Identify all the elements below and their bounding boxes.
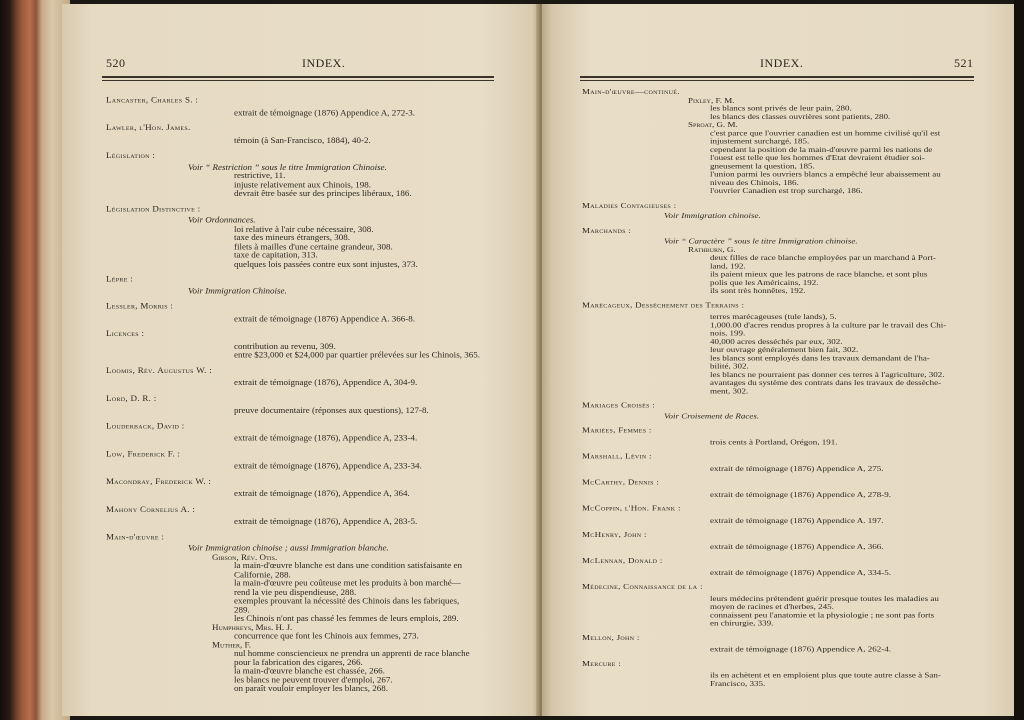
entry-line: moyen de racines et d'herbes, 245.	[710, 601, 834, 611]
entry-line: c'est parce que l'ouvrier canadien est un homme civilisé qu'il est	[710, 128, 941, 138]
index-entry	[106, 330, 501, 360]
entry-heading: Législation Distinctive :	[106, 203, 201, 213]
entry-heading-continued: Main-d'œuvre—continué.	[582, 87, 680, 96]
entry-line: land, 192.	[710, 261, 746, 270]
entry-heading: McHenry, John :	[582, 529, 647, 539]
entry-line: gneusement la question, 185.	[710, 161, 815, 171]
entry-line: extrait de témoignage (1876) Appendice A, 366.	[710, 541, 884, 551]
index-entry	[582, 201, 982, 220]
index-entry	[582, 427, 982, 447]
index-entry	[106, 151, 501, 198]
entry-heading: Lèpre :	[106, 274, 134, 284]
entry-heading: Marchands :	[582, 225, 632, 235]
index-entry	[106, 422, 501, 443]
entry-heading: McCoppin, l'Hon. Frank :	[582, 503, 681, 513]
entry-line: rend la vie peu dispendieuse, 288.	[234, 587, 357, 597]
entry-line: concurrence que font les Chinois aux femmes, 273.	[234, 630, 419, 641]
index-entry	[582, 557, 982, 577]
entry-line: taxe des mineurs étrangers, 308.	[234, 232, 350, 242]
entry-line: filets à mailles d'une certaine grandeur, 308.	[234, 241, 393, 251]
entry-line: les blancs des classes ouvrières sont patients, 280.	[710, 111, 891, 121]
entry-line: polis que les Américains, 192.	[710, 277, 819, 287]
entry-line: nois, 199.	[710, 328, 746, 338]
entry-heading: Main-d'œuvre :	[106, 531, 165, 541]
index-entry	[106, 477, 501, 498]
entry-line: 40,000 acres desséchés par eux, 302.	[710, 336, 843, 346]
entry-line: Francisco, 335.	[710, 678, 766, 688]
entry-line: les blancs sont privés de leur pain, 280.	[710, 103, 852, 113]
index-entry	[582, 301, 982, 395]
entry-line: extrait de témoignage (1876) Appendice A. 197.	[710, 515, 884, 525]
entry-line: la main-d'œuvre blanche est dans une condition satisfaisante en	[234, 560, 463, 571]
entry-line: leur ouvrage généralement bien fait, 302.	[710, 344, 859, 354]
book-page-edges	[0, 0, 70, 720]
see-also-reference: Voir Immigration Chinoise.	[188, 285, 287, 296]
entry-line: contribution au revenu, 309.	[234, 341, 336, 351]
entry-line: extrait de témoignage (1876) Appendice A, 275.	[710, 463, 884, 473]
entry-line: loi relative à l'air cube nécessaire, 308.	[234, 223, 374, 234]
entry-heading: Licences :	[106, 328, 145, 339]
entry-line: injuste relativement aux Chinois, 198.	[234, 179, 371, 189]
sub-entry-name: Gibson, Rév. Otis.	[212, 551, 278, 562]
see-also-reference: Voir “ Restriction ” sous le titre Immigration Chinoise.	[188, 162, 387, 172]
index-entry	[106, 124, 501, 145]
entry-heading: Marécageux, Desséchement des Terrains :	[582, 300, 745, 309]
see-also-reference: Voir Immigration chinoise ; aussi Immigration blanche.	[188, 543, 389, 553]
entry-line: leurs médecins prétendent guérir presque toutes les maladies au	[710, 593, 939, 603]
entry-line: en chirurgie, 339.	[710, 618, 774, 628]
entry-line: deux filles de race blanche employées par un marchand à Port-	[710, 252, 936, 262]
entry-heading: Lord, D. R. :	[106, 393, 157, 403]
entry-line: les blancs ne peuvent trouver d'emploi, 267.	[234, 674, 393, 685]
entry-heading: Mariages Croisés :	[582, 400, 656, 410]
entry-line: l'ouvrier Canadien est trop surchargé, 186.	[710, 186, 863, 195]
entry-line: ils paient mieux que les patrons de race blanche, et sont plus	[710, 269, 928, 279]
entry-heading: Législation :	[106, 150, 156, 160]
left-index-content	[106, 96, 501, 693]
sub-entry-name: Muther, F.	[212, 639, 252, 650]
index-entry	[106, 505, 501, 526]
entry-heading: McCarthy, Dennis :	[582, 477, 660, 487]
entry-heading: Low, Frederick F. :	[106, 448, 181, 458]
entry-heading: Lancaster, Charles S. :	[106, 95, 199, 105]
index-entry	[582, 226, 982, 295]
entry-line: connaissent peu l'anatomie et la physiologie ; ne sont pas forts	[710, 610, 935, 619]
entry-heading: Loomis, Rév. Augustus W. :	[106, 365, 213, 375]
entry-line: l'union parmi les ouvriers blancs a empêché leur abaissement au	[710, 169, 941, 179]
entry-line: les Chinois n'ont pas chassé les femmes de leurs emplois, 289.	[234, 613, 459, 623]
entry-heading: Mercure :	[582, 658, 622, 668]
entry-line: devrait être basée sur des principes libéraux, 186.	[234, 188, 412, 198]
entry-line: extrait de témoignage (1876), Appendice A, 304-9.	[234, 377, 418, 388]
entry-heading: Lessler, Morris :	[106, 301, 174, 311]
index-entry	[106, 302, 501, 323]
index-entry	[582, 634, 982, 654]
entry-line: ils en achètent et en emploient plus que toute autre classe à San-	[710, 670, 941, 680]
entry-heading: Lawler, l'Hon. James.	[106, 122, 191, 133]
entry-line: extrait de témoignage (1876) Appendice A. 366-8.	[234, 313, 415, 323]
entry-line: nul homme consciencieux ne prendra un apprenti de race blanche	[234, 648, 470, 658]
entry-line: trois cents à Portland, Orégon, 191.	[710, 437, 838, 447]
index-entry	[582, 453, 982, 473]
entry-line: la main-d'œuvre blanche est chassée, 266.	[234, 666, 385, 676]
entry-line: cependant la position de la main-d'œuvre parmi les nations de	[710, 144, 933, 154]
entry-heading: McLennan, Donald :	[582, 555, 663, 565]
entry-line: la main-d'œuvre peu coûteuse met les produits à bon marché—	[234, 578, 461, 588]
entry-line: Californie, 288.	[234, 569, 291, 579]
entry-line: témoin (à San-Francisco, 1884), 40-2.	[234, 135, 371, 145]
entry-heading: Mahony Cornelius A. :	[106, 503, 196, 514]
entry-line: l'ouest est telle que les hommes d'Etat devraient étudier soi-	[710, 153, 925, 162]
entry-heading: Maladies Contagieuses :	[582, 200, 677, 210]
entry-heading: Médecine, Connaissance de la :	[582, 581, 703, 591]
entry-line: extrait de témoignage (1876) Appendice A, 272-3.	[234, 107, 415, 117]
entry-line: preuve documentaire (réponses aux questions), 127-8.	[234, 405, 429, 415]
entry-heading: Marshall, Lévin :	[582, 451, 652, 461]
left-header-rule-thin	[102, 80, 494, 81]
index-entry	[106, 533, 501, 694]
entry-heading: Louderback, David :	[106, 420, 185, 431]
sub-entry-name: Humphreys, Mrs. H. J.	[212, 622, 293, 632]
entry-line: extrait de témoignage (1876), Appendice A, 283-5.	[234, 516, 418, 526]
sub-entry-name: Pixley, F. M.	[688, 95, 735, 105]
see-also-reference: Voir Croisement de Races.	[664, 411, 760, 421]
index-entry	[106, 275, 501, 295]
index-entry	[106, 205, 501, 269]
index-entry	[106, 366, 501, 387]
entry-line: taxe de capitation, 313.	[234, 250, 318, 260]
entry-line: on paraît vouloir employer les blancs, 268.	[234, 683, 388, 693]
right-header-rule-thin	[580, 80, 974, 81]
entry-line: 289.	[234, 604, 250, 614]
entry-line: 1,000.00 d'acres rendus propres à la culture par le travail des Chi-	[710, 320, 947, 329]
index-entry	[582, 505, 982, 525]
entry-line: extrait de témoignage (1876), Appendice A, 364.	[234, 488, 410, 498]
right-index-content	[582, 88, 982, 694]
see-also-reference: Voir “ Caractère ” sous le titre Immigration chinoise.	[664, 236, 858, 246]
entry-line: ils sont très honnêtes, 192.	[710, 285, 806, 295]
sub-entry-name: Sproat, G. M.	[688, 120, 738, 129]
index-entry	[582, 531, 982, 551]
index-entry	[106, 394, 501, 415]
entry-line: extrait de témoignage (1876), Appendice A, 233-4.	[234, 433, 418, 443]
index-entry	[106, 449, 501, 470]
index-entry	[582, 583, 982, 628]
entry-line: extrait de témoignage (1876) Appendice A, 262-4.	[710, 644, 891, 654]
see-also-reference: Voir Ordonnances.	[188, 215, 256, 225]
entry-line: les blancs ne pourraient pas donner ces terres à l'agriculture, 302.	[710, 369, 945, 379]
entry-line: injustement surchargé, 185.	[710, 136, 810, 146]
index-entry	[582, 88, 982, 195]
left-page	[62, 4, 540, 716]
entry-line: entre $23,000 et $24,000 par quartier prélevées sur les Chinois, 365.	[234, 350, 480, 360]
entry-line: avantages du système des contrats dans les travaux de dessèche-	[710, 377, 942, 387]
left-header-rule	[102, 76, 494, 78]
entry-heading: Mariées, Femmes :	[582, 425, 652, 435]
entry-heading: Mellon, John :	[582, 632, 640, 642]
index-entry	[106, 96, 501, 117]
right-header-rule	[580, 76, 974, 78]
right-page	[542, 4, 1016, 716]
entry-line: exemples prouvant la nécessité des Chinois dans les fabriques,	[234, 595, 460, 606]
entry-line: les blancs sont employés dans les travaux demandant de l'ha-	[710, 353, 930, 362]
entry-line: extrait de témoignage (1876) Appendice A, 278-9.	[710, 489, 891, 499]
entry-line: bilité, 302.	[710, 361, 749, 371]
entry-line: pour la fabrication des cigares, 266.	[234, 657, 363, 667]
see-also-reference: Voir Immigration chinoise.	[664, 211, 761, 220]
right-shadow	[1014, 0, 1024, 720]
entry-line: quelques lois passées contre eux sont injustes, 373.	[234, 259, 418, 269]
entry-line: restrictive, 11.	[234, 170, 286, 181]
entry-line: extrait de témoignage (1876), Appendice A, 233-34.	[234, 460, 422, 471]
index-entry	[582, 401, 982, 420]
entry-line: extrait de témoignage (1876) Appendice A, 334-5.	[710, 567, 891, 577]
right-page-title: INDEX.	[760, 56, 804, 70]
entry-line: niveau des Chinois, 186.	[710, 177, 799, 187]
index-entry	[582, 660, 982, 688]
index-entry	[582, 479, 982, 499]
left-page-number: 520	[106, 56, 126, 70]
entry-heading: Macondray, Frederick W. :	[106, 476, 212, 486]
right-page-number: 521	[954, 56, 974, 70]
entry-line: terres marécageuses (tule lands), 5.	[710, 311, 837, 321]
entry-spacer	[582, 688, 982, 694]
entry-line: ment, 302.	[710, 386, 749, 395]
left-page-title: INDEX.	[302, 56, 346, 70]
sub-entry-name: Rathburn, G.	[688, 244, 736, 254]
